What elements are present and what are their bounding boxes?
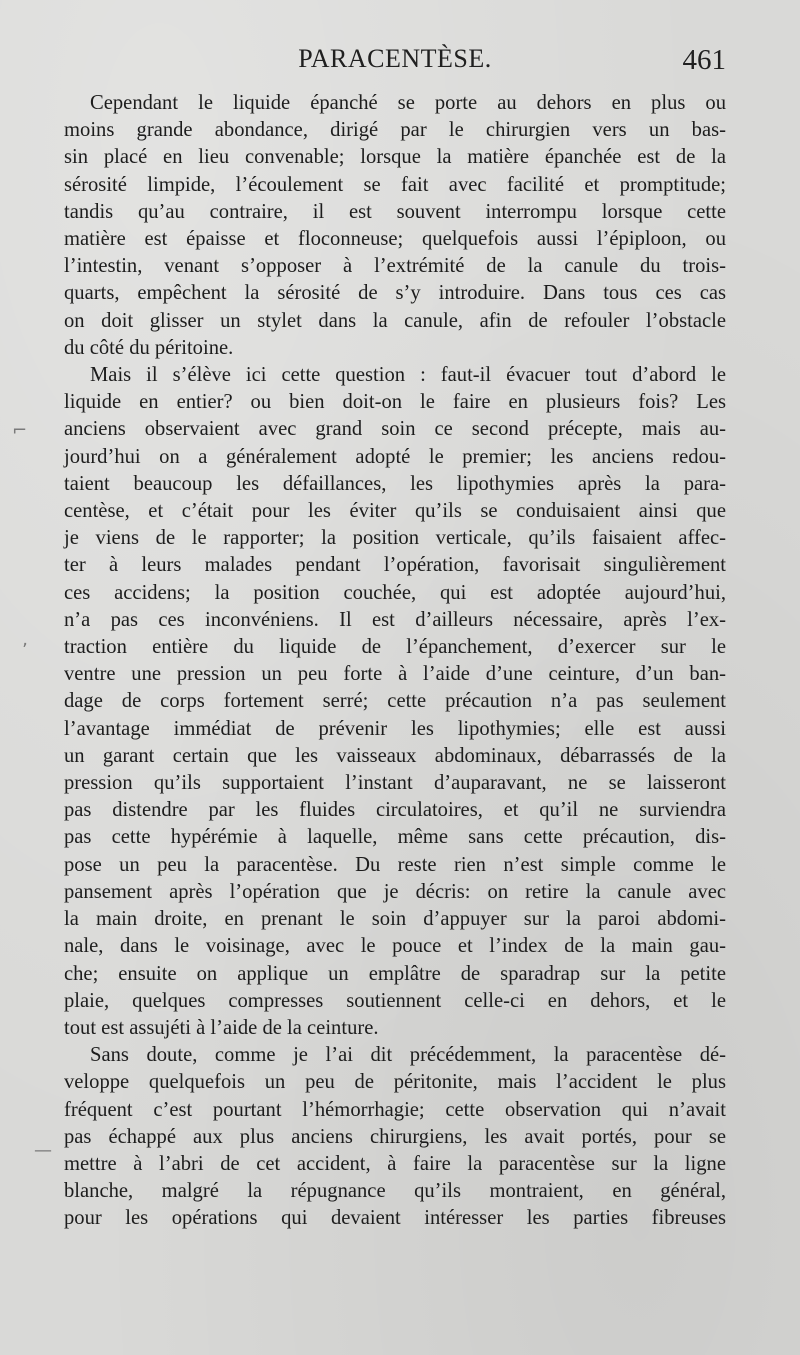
text-line: du côté du péritoine.: [64, 336, 234, 359]
text-line: un garant certain que les vaisseaux abdominaux, débarrassés de la: [64, 744, 726, 767]
text-line: nale, dans le voisinage, avec le pouce et l’index de la main gau-: [64, 935, 726, 958]
text-line: pas distendre par les fluides circulatoires, et qu’il ne surviendra: [64, 799, 726, 822]
text-line: l’avantage immédiat de prévenir les lipothymies; elle est aussi: [64, 717, 726, 740]
text-line: Cependant le liquide épanché se porte au dehors en plus ou: [90, 92, 726, 114]
margin-tick-mark: ⌐: [12, 420, 28, 441]
text-line: taient beaucoup les défaillances, les lipothymies après la para-: [64, 472, 726, 495]
page-number: 461: [682, 44, 726, 76]
text-line: sin placé en lieu convenable; lorsque la matière épanchée est de la: [64, 146, 726, 169]
text-line: la main droite, en prenant le soin d’appuyer sur la paroi abdomi-: [64, 908, 726, 931]
text-line: Mais il s’élève ici cette question : faut-il évacuer tout d’abord le: [90, 364, 726, 387]
body-text: [64, 90, 726, 1233]
paragraph: [64, 362, 726, 1042]
text-line: sérosité limpide, l’écoulement se fait avec facilité et promptitude;: [64, 173, 726, 196]
text-line: pression qu’ils supportaient l’instant d’auparavant, ne se laisseront: [64, 772, 726, 795]
text-line: pour les opérations qui devaient intéresser les parties fibreuses: [64, 1207, 726, 1230]
paragraph: [64, 1042, 726, 1232]
text-line: veloppe quelquefois un peu de péritonite, mais l’accident le plus: [64, 1071, 726, 1094]
text-line: Sans doute, comme je l’ai dit précédemment, la paracentèse dé-: [90, 1044, 726, 1067]
text-line: pas échappé aux plus anciens chirurgiens, les avait portés, pour se: [64, 1125, 726, 1148]
text-line: anciens observaient avec grand soin ce second précepte, mais au-: [64, 418, 726, 441]
text-line: liquide en entier? ou bien doit-on le faire en plusieurs fois? Les: [64, 391, 726, 414]
paragraph: [64, 90, 726, 362]
text-line: tout est assujéti à l’aide de la ceinture.: [64, 1016, 379, 1039]
text-line: ventre une pression un peu forte à l’aide d’une ceinture, d’un ban-: [64, 663, 726, 686]
page-header: [64, 44, 726, 84]
text-line: che; ensuite on applique un emplâtre de sparadrap sur la petite: [64, 962, 726, 985]
running-head: PARACENTÈSE.: [298, 44, 492, 73]
text-line: on doit glisser un stylet dans la canule, afin de refouler l’obstacle: [64, 309, 726, 332]
text-line: dage de corps fortement serré; cette précaution n’a pas seulement: [64, 690, 726, 713]
text-line: pansement après l’opération que je décris: on retire la canule avec: [64, 880, 726, 903]
text-line: ter à leurs malades pendant l’opération, favorisait singulièrement: [64, 554, 726, 577]
text-line: l’intestin, venant s’opposer à l’extrémité de la canule du trois-: [64, 255, 726, 278]
text-line: traction entière du liquide de l’épanchement, d’exercer sur le: [64, 636, 726, 659]
text-line: ces accidens; la position couchée, qui est adoptée aujourd’hui,: [64, 581, 726, 604]
text-line: centèse, et c’était pour les éviter qu’ils se conduisaient ainsi que: [64, 500, 726, 523]
text-line: blanche, malgré la répugnance qu’ils montraient, en général,: [64, 1180, 726, 1203]
text-line: plaie, quelques compresses soutiennent celle-ci en dehors, et le: [64, 989, 726, 1012]
text-line: fréquent c’est pourtant l’hémorrhagie; cette observation qui n’avait: [64, 1098, 726, 1121]
text-line: je viens de le rapporter; la position verticale, qu’ils faisaient affec-: [64, 527, 726, 550]
text-line: pose un peu la paracentèse. Du reste rien n’est simple comme le: [64, 853, 726, 876]
text-line: tandis qu’au contraire, il est souvent interrompu lorsque cette: [64, 200, 726, 223]
text-line: moins grande abondance, dirigé par le chirurgien vers un bas-: [64, 119, 726, 142]
margin-tick-mark: —: [34, 1140, 52, 1161]
margin-tick-mark: ʼ: [22, 640, 28, 661]
text-line: quarts, empêchent la sérosité de s’y introduire. Dans tous ces cas: [64, 282, 726, 305]
text-line: n’a pas ces inconvéniens. Il est d’ailleurs nécessaire, après l’ex-: [64, 608, 726, 631]
text-line: matière est épaisse et floconneuse; quelquefois aussi l’épiploon, ou: [64, 228, 726, 251]
text-line: jourd’hui on a généralement adopté le premier; les anciens redou-: [64, 445, 726, 468]
text-line: pas cette hypérémie à laquelle, même sans cette précaution, dis-: [64, 826, 726, 849]
text-line: mettre à l’abri de cet accident, à faire la paracentèse sur la ligne: [64, 1152, 726, 1175]
